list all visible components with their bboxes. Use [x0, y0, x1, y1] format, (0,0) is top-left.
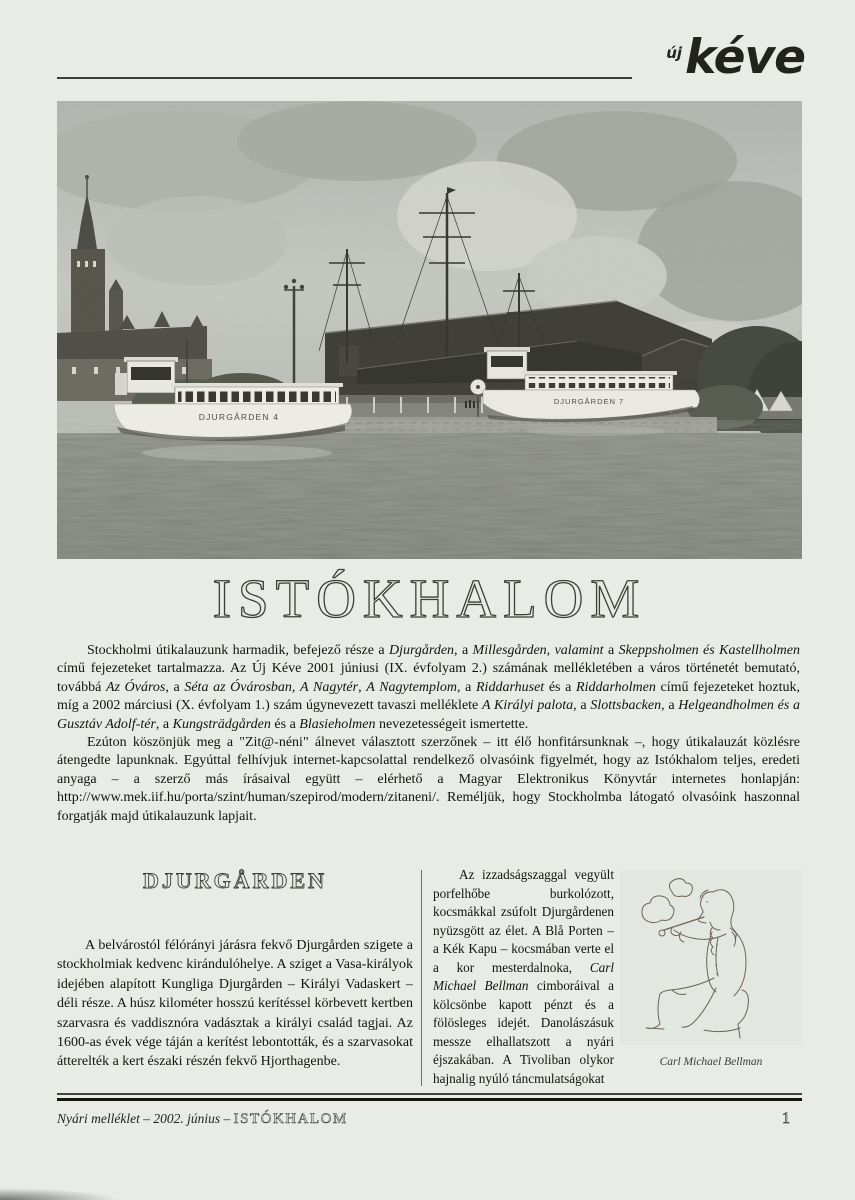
- footer-rule-thick: [57, 1098, 802, 1102]
- scan-corner-shadow: [0, 1188, 120, 1200]
- bellman-sketch-drawing: [620, 870, 802, 1045]
- footer-title-outline: ISTÓKHALOM: [233, 1111, 348, 1127]
- stockholm-photo: [57, 101, 802, 559]
- page-number: 1: [782, 1110, 790, 1127]
- bellman-sketch: [620, 870, 802, 1045]
- section-heading-djurgarden: DJURGÅRDEN: [143, 868, 327, 893]
- column-divider: [421, 870, 422, 1086]
- photo-grain-overlay: [57, 101, 802, 559]
- intro-text: [57, 642, 800, 826]
- stockholm-photo-illustration: [57, 101, 802, 559]
- logo-uj-text: új: [666, 44, 683, 62]
- middle-column: [433, 866, 614, 1090]
- article-title: ISTÓKHALOM: [212, 568, 647, 629]
- middle-column-paragraph: Az izzadságszaggal vegyült porfelhőbe burkolózott, kocsmákkal zsúfolt Djurgårdenen nyüzsgött az élet. A Blå Porten – a Kék Kapu – kocsmában verte el a kor mesterdalnoka, Carl Michael Bellman cimboráival a kölcsönbe kapott pénzt és a fölösleges idejét. Danolászásuk messze elhallatszott a nyári éjszakában. A Tivoliban olykor hajnalig nyúló táncmulatságokat: [433, 867, 614, 1086]
- uj-keve-logo: [600, 30, 805, 94]
- header-rule: [57, 77, 632, 79]
- intro-paragraph-1: Stockholmi útikalauzunk harmadik, befejező része a Djurgården, a Millesgården, valamint a Skeppsholmen és Kastellholmen című fejezeteket tartalmazza. Az Új Kéve 2001 júniusi (IX. évfolyam 2.) számának mellékletében a város történetét bemutató, továbbá Az Óváros, a Séta az Óvárosban, A Nagytér, A Nagytemplom, a Riddarhuset és a Riddarholmen című fejezeteket hoztuk, míg a 2002 márciusi (X. évfolyam 1.) szám úgynevezett tavaszi melléklete A Királyi palota, a Slottsbacken, a Helgeandholmen és a Gusztáv Adolf-tér, a Kungsträdgården és a Blasieholmen nevezetességeit ismertette.: [57, 643, 801, 732]
- footer-issue-label: Nyári melléklet – 2002. június –: [57, 1111, 234, 1126]
- footer: [57, 1110, 802, 1128]
- footer-rule-thin: [57, 1093, 802, 1095]
- intro-paragraph-2: Ezúton köszönjük meg a "Zit@-néni" álnevet választott szerzőnek – itt élő honfitársunknak –, hogy útikalauzát közlésre átengedte lapunknak. Egyúttal felhívjuk internet-kapcsolattal rendelkező olvasóink figyelmét, hogy az Istókhalom teljes, eredeti anyaga – a szerző más írásaival együtt – elérhető a Magyar Elektronikus Könyvtár internetes honlapján: http://www.mek.iif.hu/porta/szint/human/szepirod/modern/zitaneni/. Reméljük, hogy Stockholmba látogató olvasóink haszonnal forgatják majd útikalauzunk lapjait.: [57, 735, 800, 824]
- logo-keve-text: kéve: [685, 30, 805, 85]
- left-column: [57, 868, 413, 1088]
- left-column-paragraph: A belvárostól félórányi járásra fekvő Djurgården szigete a stockholmiak kedvenc kirándulóhelye. A sziget a Vasa-királyok idejében alapított Kungliga Djurgården – Királyi Vadaskert – déli része. A húsz kilométer hosszú kerítéssel körbevett kertben szarvasra és vaddisznóra vadásztak a királyi család tagjai. Az 1600-as évek vége táján a kerítést lebontották, és a szarvasokat átterelték a kert északi részén fekvő Hjorthagenbe.: [57, 938, 413, 1070]
- footer-issue-text: [57, 1111, 348, 1128]
- bellman-caption: Carl Michael Bellman: [659, 1056, 763, 1068]
